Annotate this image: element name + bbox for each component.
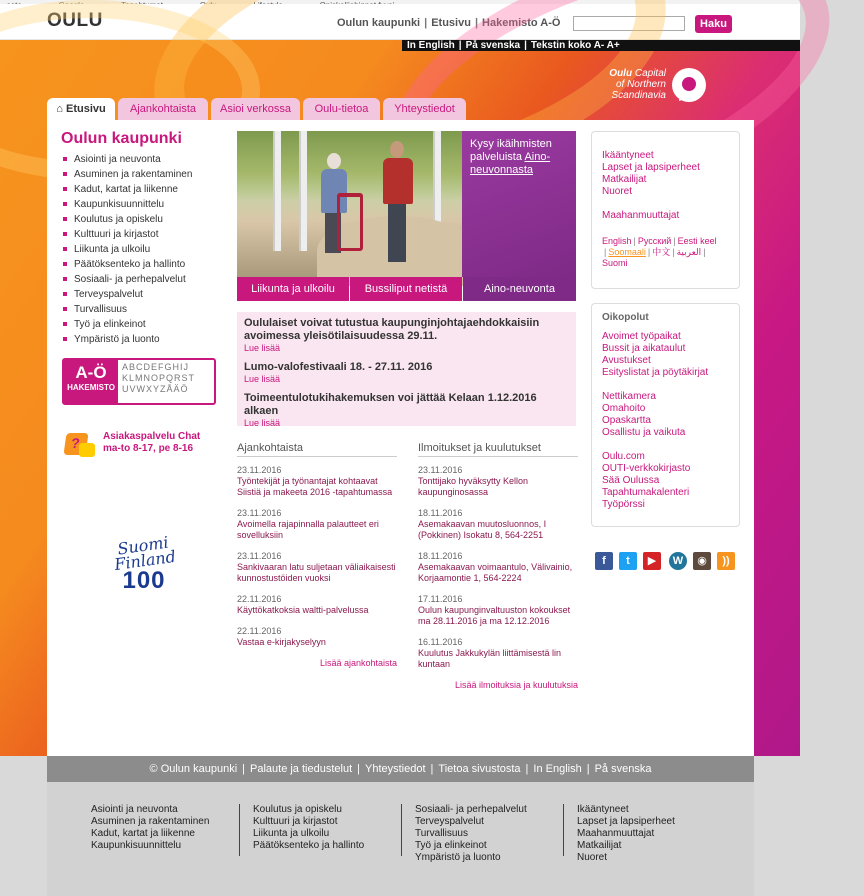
news-title[interactable]: Työntekijät ja työnantajat kohtaavat Siistiä ja makeeta 2016 -tapahtumassa <box>237 476 393 497</box>
photo-walker <box>337 193 363 251</box>
photo-tree <box>299 131 307 251</box>
footer-sitemap-link[interactable]: Nuoret <box>577 852 608 863</box>
group-link[interactable]: Ikääntyneet <box>602 150 654 161</box>
left-nav-item[interactable]: Kaupunkisuunnittelu <box>61 197 231 212</box>
notice-item <box>244 361 569 384</box>
instagram-icon[interactable]: ◉ <box>693 552 711 570</box>
banner-links <box>237 277 576 301</box>
footer-link[interactable]: © Oulun kaupunki <box>149 763 238 775</box>
footer-column <box>415 804 527 864</box>
news-item <box>237 465 397 498</box>
text-size-control[interactable]: Tekstin koko A- A+ <box>530 40 620 51</box>
banner-link-aino[interactable]: Aino-neuvonta <box>463 277 576 301</box>
photo-person <box>381 141 413 271</box>
notice-title[interactable]: Oululaiset voivat tutustua kaupunginjohtajaehdokkaisiin avoimessa yleisötilaisuudessa 29.11. <box>244 317 540 342</box>
more-announcements-link[interactable]: Lisää ilmoituksia ja kuulutuksia <box>454 680 578 690</box>
site-logo[interactable]: OULU <box>47 10 103 31</box>
language-link[interactable]: العربية <box>676 247 702 257</box>
notice-item <box>244 317 569 353</box>
footer-sitemap-link[interactable]: Kadut, kartat ja liikenne <box>91 828 195 839</box>
news-date: 22.11.2016 <box>237 594 282 604</box>
footer-column <box>577 804 675 864</box>
notice-item <box>244 392 569 428</box>
brand-logo <box>602 68 722 108</box>
shortcut-link[interactable]: Osallistu ja vaikuta <box>602 427 686 438</box>
left-nav-item[interactable]: Päätöksenteko ja hallinto <box>61 257 231 272</box>
footer-sitemap-link[interactable]: Sosiaali- ja perhepalvelut <box>415 804 527 815</box>
footer-links-bar: © Oulun kaupunki | Palaute ja tiedustelut | Yhteystiedot | Tietoa sivustosta | In English | På svenska <box>47 756 754 782</box>
photo-foliage <box>237 131 462 201</box>
footer-sitemap-link[interactable]: Lapset ja lapsiperheet <box>577 816 675 827</box>
highlight-notices <box>237 312 576 426</box>
announcement-item <box>418 508 578 541</box>
announcement-item <box>418 465 578 498</box>
announcement-item <box>418 551 578 584</box>
announcement-date: 23.11.2016 <box>418 465 463 475</box>
facebook-icon[interactable]: f <box>595 552 613 570</box>
lang-link-swedish[interactable]: På svenska <box>465 40 521 51</box>
left-nav-item[interactable]: Asuminen ja rakentaminen <box>61 167 231 182</box>
top-links: Oulun kaupunki | Etusivu | Hakemisto A-Ö <box>337 17 561 29</box>
news-item <box>237 594 397 616</box>
shortcut-link[interactable]: Työpörssi <box>602 499 645 510</box>
wordpress-icon[interactable]: W <box>669 552 687 570</box>
notice-title[interactable]: Lumo-valofestivaali 18. - 27.11. 2016 <box>244 361 433 373</box>
left-nav-item[interactable]: Kulttuuri ja kirjastot <box>61 227 231 242</box>
announcement-date: 18.11.2016 <box>418 551 463 561</box>
footer-sitemap-link[interactable]: Liikunta ja ulkoilu <box>253 828 330 839</box>
shortcut-link[interactable]: Opaskartta <box>602 415 651 426</box>
left-nav-item[interactable]: Terveyspalvelut <box>61 287 231 302</box>
group-link[interactable]: Maahanmuuttajat <box>602 210 680 221</box>
footer-sitemap-link[interactable]: Asuminen ja rakentaminen <box>91 816 210 827</box>
aino-link[interactable]: Aino-neuvonnasta <box>470 151 551 176</box>
news-heading: Ajankohtaista <box>237 442 397 457</box>
tab-oulu-tietoa[interactable]: Oulu-tietoa <box>303 98 380 120</box>
announcement-title[interactable]: Asemakaavan muutosluonnos, I (Pokkinen) Isokatu 8, 564-2251 <box>418 519 547 540</box>
more-news-link[interactable]: Lisää ajankohtaista <box>319 658 397 668</box>
language-link[interactable]: 中文 <box>652 247 671 257</box>
news-date: 23.11.2016 <box>237 508 282 518</box>
target-groups-box <box>591 131 740 289</box>
news-item <box>237 508 397 541</box>
shortcuts-box <box>591 303 740 527</box>
left-nav-item[interactable]: Asiointi ja neuvonta <box>61 152 231 167</box>
announcement-item <box>418 637 578 670</box>
left-nav-item[interactable]: Kadut, kartat ja liikenne <box>61 182 231 197</box>
news-date: 23.11.2016 <box>237 465 282 475</box>
footer-sitemap-link[interactable]: Maahanmuuttajat <box>577 828 655 839</box>
news-title[interactable]: Vastaa e-kirjakyselyyn <box>237 637 326 647</box>
news-item <box>237 551 397 584</box>
chat-text: Asiakaspalvelu Chat ma-to 8-17, pe 8-16 <box>103 431 201 454</box>
shortcut-link[interactable]: Sää Oulussa <box>602 475 660 486</box>
left-nav-item[interactable]: Turvallisuus <box>61 302 231 317</box>
tab-asioi-verkossa[interactable]: Asioi verkossa <box>211 98 300 120</box>
footer-divider <box>239 804 240 856</box>
left-nav-item[interactable]: Työ ja elinkeinot <box>61 317 231 332</box>
footer-link[interactable]: In English <box>533 763 582 775</box>
announcement-item <box>418 594 578 627</box>
announcements-heading: Ilmoitukset ja kuulutukset <box>418 442 578 457</box>
notice-title[interactable]: Toimeentulotukihakemuksen voi jättää Kelaan 1.12.2016 alkaen <box>244 392 537 417</box>
banner-photo <box>237 131 462 277</box>
news-column <box>237 442 397 668</box>
footer-column <box>253 804 364 852</box>
tab-yhteystiedot[interactable]: Yhteystiedot <box>383 98 466 120</box>
footer-link[interactable]: På svenska <box>594 763 652 775</box>
language-link[interactable]: Soomaali <box>608 247 646 257</box>
footer-sitemap-link[interactable]: Terveyspalvelut <box>415 816 484 827</box>
aino-ask-panel[interactable]: Kysy ikäihmisten palveluista Aino-neuvonnasta <box>462 131 576 277</box>
left-navigation <box>61 130 231 347</box>
announcement-title[interactable]: Tonttijako hyväksytty Kellon kaupunginosassa <box>418 476 529 497</box>
announcements-column <box>418 442 578 690</box>
banner-link-liikunta[interactable]: Liikunta ja ulkoilu <box>237 277 349 301</box>
announcement-date: 17.11.2016 <box>418 594 463 604</box>
footer-sitemap-link[interactable]: Ikääntyneet <box>577 804 629 815</box>
read-more-link[interactable]: Lue lisää <box>244 418 281 428</box>
feature-banner <box>237 131 576 301</box>
footer-sitemap-link[interactable]: Päätöksenteko ja hallinto <box>253 840 365 851</box>
announcement-title[interactable]: Oulun kaupunginvaltuuston kokoukset ma 28.11.2016 ja ma 12.12.2016 <box>418 605 571 626</box>
shortcut-link[interactable]: Avoimet työpaikat <box>602 331 681 342</box>
announcement-date: 16.11.2016 <box>418 637 463 647</box>
footer-link[interactable]: Palaute ja tiedustelut <box>250 763 353 775</box>
announcement-title[interactable]: Asemakaavan voimaantulo, Välivainio, Korjaamontie 1, 564-2224 <box>418 562 573 583</box>
footer-sitemap-link[interactable]: Kaupunkisuunnittelu <box>91 840 182 851</box>
footer-divider <box>401 804 402 856</box>
read-more-link[interactable]: Lue lisää <box>244 343 281 353</box>
tab-ajankohtaista[interactable]: Ajankohtaista <box>118 98 208 120</box>
language-link[interactable]: English <box>602 236 632 246</box>
news-date: 23.11.2016 <box>237 551 282 561</box>
group-link[interactable]: Nuoret <box>602 186 633 197</box>
tab-etusivu[interactable]: ⌂ Etusivu <box>47 98 115 120</box>
brand-text: Oulu Capital of Northern Scandinavia <box>609 68 666 101</box>
top-link-etusivu[interactable]: Etusivu <box>431 17 471 29</box>
suomi-finland-100-logo[interactable]: Suomi Finland 100 <box>113 532 177 594</box>
footer-sitemap-link[interactable]: Työ ja elinkeinot <box>415 840 487 851</box>
left-nav-item[interactable]: Liikunta ja ulkoilu <box>61 242 231 257</box>
left-nav-item[interactable]: Ympäristö ja luonto <box>61 332 231 347</box>
lang-link-english[interactable]: In English <box>407 40 455 51</box>
read-more-link[interactable]: Lue lisää <box>244 374 281 384</box>
shortcut-link[interactable]: OUTI-verkkokirjasto <box>602 463 691 474</box>
shortcuts-heading: Oikopolut <box>602 312 649 323</box>
announcement-date: 18.11.2016 <box>418 508 463 518</box>
search-button[interactable]: Haku <box>695 15 732 33</box>
shortcut-link[interactable]: Nettikamera <box>602 391 656 402</box>
speech-bubble-logo-icon <box>672 68 706 102</box>
language-link[interactable]: Suomi <box>602 258 628 268</box>
language-links: English | Русский | Eesti keel | Soomaali | 中文 | العربية | Suomi <box>602 236 717 268</box>
group-link[interactable]: Lapset ja lapsiperheet <box>602 162 700 173</box>
left-nav-item[interactable]: Sosiaali- ja perhepalvelut <box>61 272 231 287</box>
banner-link-bussiliput[interactable]: Bussiliput netistä <box>350 277 462 301</box>
language-link[interactable]: Eesti keel <box>677 236 717 246</box>
main-content-panel <box>47 120 754 756</box>
youtube-icon[interactable]: ▶ <box>643 552 661 570</box>
shortcut-link[interactable]: Omahoito <box>602 403 646 414</box>
footer-divider <box>563 804 564 856</box>
footer-sitemap <box>47 782 754 896</box>
news-title[interactable]: Sankivaaran latu suljetaan väliaikaisesti kunnostustöiden vuoksi <box>237 562 396 583</box>
footer-link[interactable]: Tietoa sivustosta <box>438 763 521 775</box>
shortcut-link[interactable]: Bussit ja aikataulut <box>602 343 686 354</box>
shortcut-link[interactable]: Avustukset <box>602 355 651 366</box>
top-link-oulun-kaupunki[interactable]: Oulun kaupunki <box>337 17 421 29</box>
top-link-hakemisto[interactable]: Hakemisto A-Ö <box>482 17 561 29</box>
news-date: 22.11.2016 <box>237 626 282 636</box>
footer-sitemap-link[interactable]: Kulttuuri ja kirjastot <box>253 816 338 827</box>
a-o-directory-label: A-Ö HAKEMISTO <box>64 360 118 403</box>
footer-sitemap-link[interactable]: Asiointi ja neuvonta <box>91 804 178 815</box>
announcement-title[interactable]: Kuulutus Jakkukylän liittämisestä lin kuntaan <box>418 648 562 669</box>
news-title[interactable]: Avoimella rajapinnalla palautteet eri sovelluksiin <box>237 519 379 540</box>
language-link[interactable]: Русский <box>637 236 672 246</box>
photo-tree <box>273 131 281 251</box>
rss-icon[interactable]: )) <box>717 552 735 570</box>
language-bar: In English | På svenska | Tekstin koko A- A+ <box>402 40 800 51</box>
footer-link[interactable]: Yhteystiedot <box>365 763 426 775</box>
a-o-directory-widget[interactable] <box>62 358 216 405</box>
footer-column <box>91 804 209 852</box>
shortcut-link[interactable]: Oulu.com <box>602 451 645 462</box>
group-link[interactable]: Matkailijat <box>602 174 647 185</box>
chat-bubble-icon <box>79 443 95 457</box>
footer-sitemap-link[interactable]: Ympäristö ja luonto <box>415 852 501 863</box>
footer-sitemap-link[interactable]: Koulutus ja opiskelu <box>253 804 342 815</box>
left-nav-title[interactable]: Oulun kaupunki <box>61 130 182 147</box>
a-o-letter-index[interactable]: ABCDEFGHIJ KLMNOPQRST UVWXYZÅÄÖ <box>122 362 196 394</box>
news-item <box>237 626 397 648</box>
footer-sitemap-link[interactable]: Matkailijat <box>577 840 622 851</box>
news-title[interactable]: Käyttökatkoksia waltti-palvelussa <box>237 605 369 615</box>
twitter-icon[interactable]: t <box>619 552 637 570</box>
customer-service-chat[interactable] <box>65 431 225 463</box>
shortcut-link[interactable]: Esityslistat ja pöytäkirjat <box>602 367 709 378</box>
left-nav-item[interactable]: Koulutus ja opiskelu <box>61 212 231 227</box>
shortcut-link[interactable]: Tapahtumakalenteri <box>602 487 690 498</box>
home-icon: ⌂ <box>56 103 63 115</box>
footer-sitemap-link[interactable]: Turvallisuus <box>415 828 468 839</box>
